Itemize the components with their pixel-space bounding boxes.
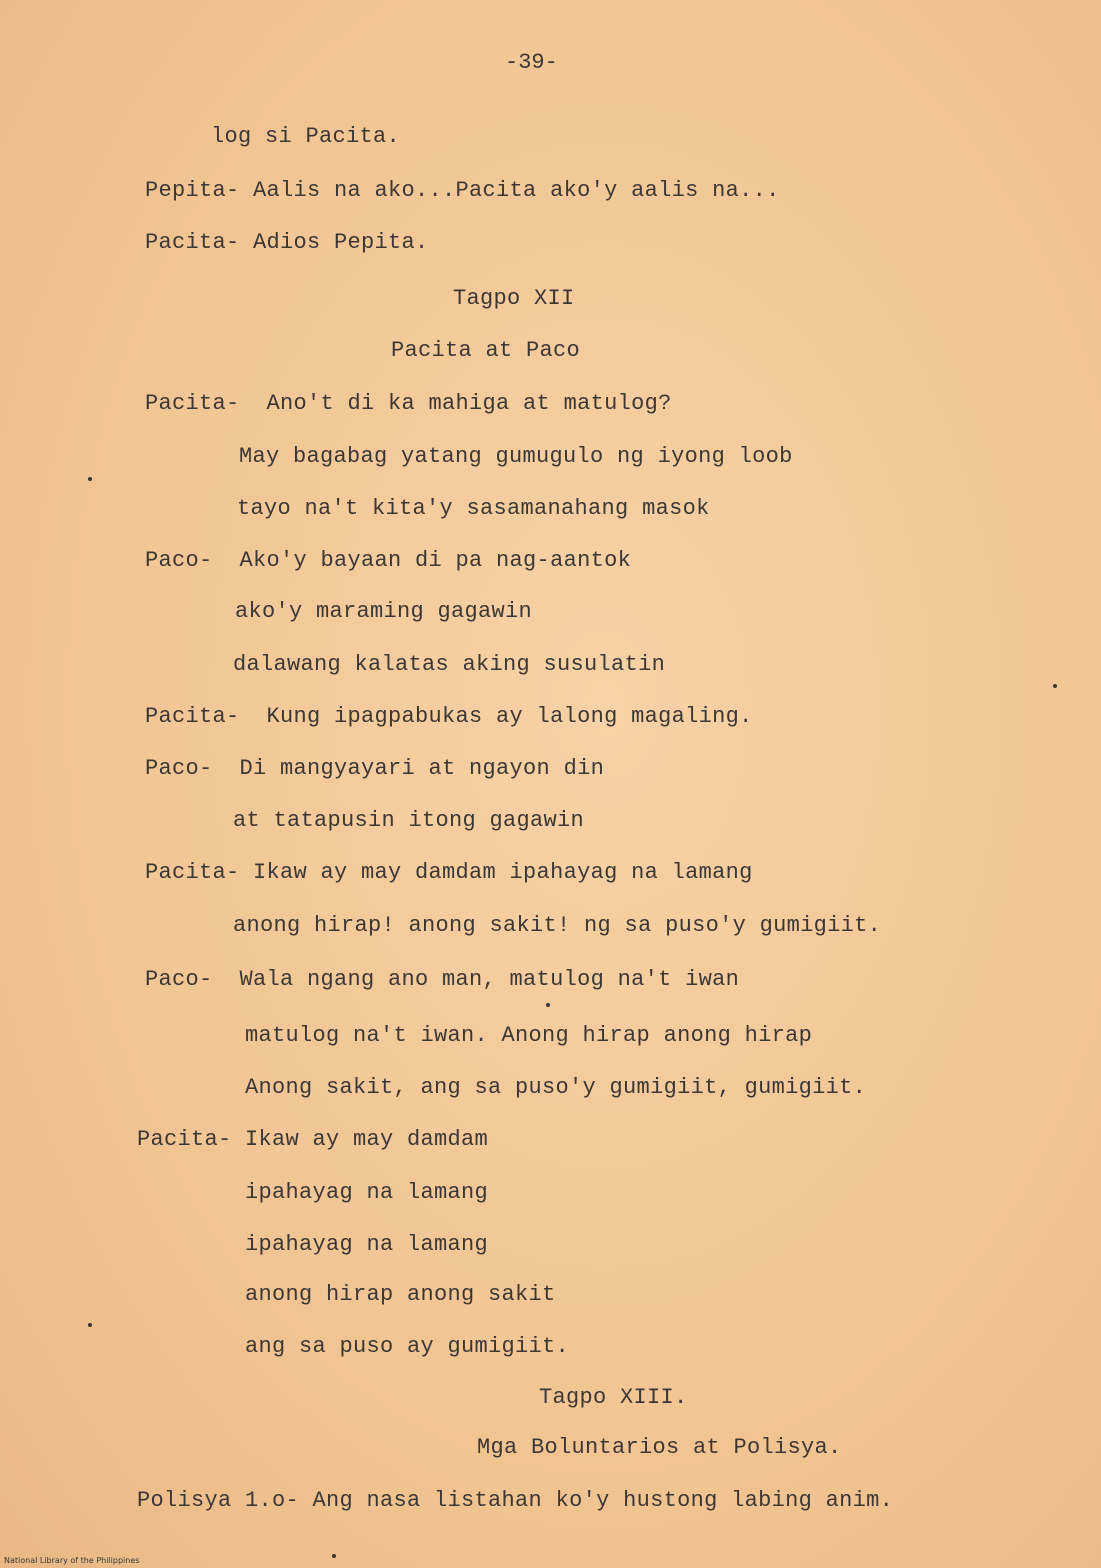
dialogue-line: Polisya 1.o- Ang nasa listahan ko'y hustong labing anim. xyxy=(137,1488,894,1513)
scene-characters: Mga Boluntarios at Polisya. xyxy=(477,1435,842,1460)
verse-line: tayo na't kita'y sasamanahang masok xyxy=(237,496,710,521)
dialogue-line: Pacita- Ikaw ay may damdam ipahayag na lamang xyxy=(145,860,753,885)
verse-line: ipahayag na lamang xyxy=(245,1180,489,1205)
ink-speck xyxy=(1053,684,1057,688)
text-line: log si Pacita. xyxy=(211,124,401,149)
ink-speck xyxy=(332,1554,336,1558)
dialogue-line: Paco- Ako'y bayaan di pa nag-aantok xyxy=(145,548,632,573)
ink-speck xyxy=(546,1003,550,1007)
verse-line: anong hirap anong sakit xyxy=(245,1282,556,1307)
footer-credit: National Library of the Philippines xyxy=(4,1556,140,1565)
verse-line: ako'y maraming gagawin xyxy=(235,599,533,624)
dialogue-line: Paco- Di mangyayari at ngayon din xyxy=(145,756,605,781)
verse-line: at tatapusin itong gagawin xyxy=(233,808,585,833)
verse-line: anong hirap! anong sakit! ng sa puso'y gumigiit. xyxy=(233,913,882,938)
ink-speck xyxy=(88,477,92,481)
page-number: -39- xyxy=(505,50,558,75)
dialogue-line: Pacita- Adios Pepita. xyxy=(145,230,429,255)
dialogue-line: Pacita- Ikaw ay may damdam xyxy=(137,1127,489,1152)
scene-heading: Tagpo XII xyxy=(453,286,575,311)
dialogue-line: Pepita- Aalis na ako...Pacita ako'y aalis na... xyxy=(145,178,780,203)
dialogue-line: Pacita- Kung ipagpabukas ay lalong magaling. xyxy=(145,704,753,729)
scene-characters: Pacita at Paco xyxy=(391,338,581,363)
ink-speck xyxy=(88,1323,92,1327)
dialogue-line: Paco- Wala ngang ano man, matulog na't iwan xyxy=(145,967,740,992)
verse-line: ipahayag na lamang xyxy=(245,1232,489,1257)
verse-line: matulog na't iwan. Anong hirap anong hirap xyxy=(245,1023,813,1048)
verse-line: Anong sakit, ang sa puso'y gumigiit, gumigiit. xyxy=(245,1075,867,1100)
verse-line: May bagabag yatang gumugulo ng iyong loob xyxy=(239,444,793,469)
dialogue-line: Pacita- Ano't di ka mahiga at matulog? xyxy=(145,391,672,416)
verse-line: dalawang kalatas aking susulatin xyxy=(233,652,666,677)
verse-line: ang sa puso ay gumigiit. xyxy=(245,1334,570,1359)
scene-heading: Tagpo XIII. xyxy=(539,1385,688,1410)
